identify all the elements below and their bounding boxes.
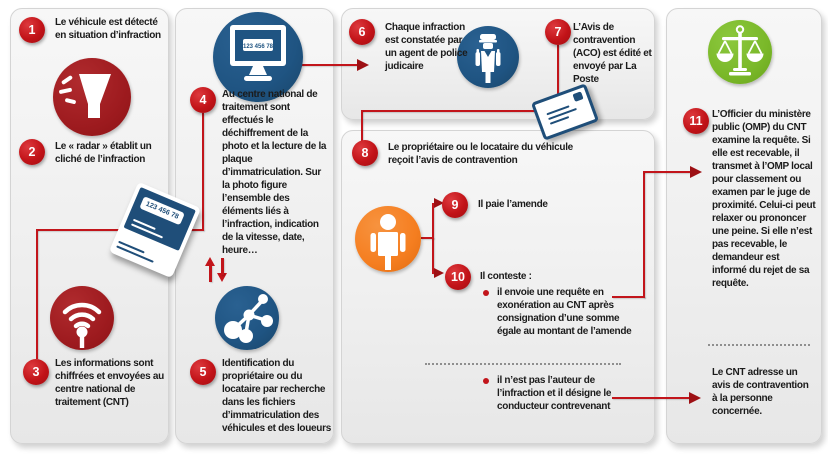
step-number-2: 2	[19, 139, 45, 165]
connector-requete-vertical	[643, 171, 645, 298]
bullet-dot-icon	[483, 290, 489, 296]
step-text-3: Les informations sont chiffrées et envoyées au centre national de traitement (CNT)	[55, 358, 164, 408]
arrow-up-shaft	[209, 265, 212, 282]
bracket-vertical	[432, 203, 434, 274]
separator-dotted-panel5	[708, 344, 810, 346]
monitor-plate-text: 123 456 78	[242, 44, 274, 50]
step-text-10: Il conteste :	[480, 271, 532, 282]
connector-down-step8	[361, 110, 363, 141]
justice-scales-icon	[708, 20, 772, 84]
connector-down-step3	[36, 229, 38, 359]
arrowhead-step10	[434, 268, 444, 278]
arrow-down-shaft	[221, 258, 224, 275]
step-number-7: 7	[545, 19, 571, 45]
arrowhead-step6	[357, 59, 369, 71]
bullet-requete-text: il envoie une requête en exonération au CNT après consignation d’une somme égale au montant de l’amende	[497, 287, 632, 337]
cnt-notice-text: Le CNT adresse un avis de contravention à la personne concernée.	[712, 367, 809, 417]
bullet-dot-icon	[483, 378, 489, 384]
step-number-3: 3	[23, 359, 49, 385]
arrowhead-cnt-notice	[689, 392, 701, 404]
step-text-6: Chaque infraction est constatée par un agent de police judicaire	[385, 22, 468, 72]
step-text-2: Le « radar » établit un cliché de l’infraction	[55, 141, 152, 165]
step-number-4: 4	[190, 87, 216, 113]
step-text-4: Au centre national de traitement sont effectués le déchiffrement de la photo et la lecture de la plaque d’immatriculation. Sur la photo figure l’ensemble des éléments liés à l’infraction, indication de la vitesse, date, heure…	[222, 89, 327, 256]
arrowhead-step11	[690, 166, 702, 178]
step-text-7: L’Avis de contravention (ACO) est édité et envoyé par La Poste	[573, 22, 652, 85]
step-number-10: 10	[445, 264, 471, 290]
license-plate: 123 456 78	[139, 196, 185, 225]
connector-step4-down	[202, 113, 204, 230]
step-text-9: Il paie l’amende	[478, 199, 548, 210]
bullet-designation	[483, 374, 633, 413]
bullet-designation-text: il n’est pas l’auteur de l’infraction et il désigne le conducteur contrevenant	[497, 375, 612, 412]
person-icon	[355, 206, 421, 272]
step-number-6: 6	[349, 19, 375, 45]
radar-flash-icon	[53, 58, 131, 136]
wifi-transmit-icon	[50, 286, 114, 350]
step-number-8: 8	[352, 140, 378, 166]
stamp	[572, 91, 583, 102]
step-text-11: L’Officier du ministère public (OMP) du CNT examine la requête. Si elle est recevable, il transmet à l’OMP local pour classement ou examen par le juge de proximité. Celui-ci peut relaxer ou prononcer une peine. Si elle n’est pas recevable, le demandeur est informé du rejet de sa requête.	[712, 109, 816, 289]
step-number-11: 11	[683, 108, 709, 134]
step-number-5: 5	[190, 359, 216, 385]
bullet-requete	[483, 286, 633, 338]
step-text-8: Le propriétaire ou le locataire du véhicule reçoit l’avis de contravention	[388, 142, 573, 166]
connector-requete-h2	[643, 171, 691, 173]
connector-envelope-horizontal	[361, 110, 559, 112]
step-number-9: 9	[442, 192, 468, 218]
network-nodes-icon	[215, 286, 279, 350]
separator-dotted-panel4	[425, 363, 621, 365]
step-number-1: 1	[19, 17, 45, 43]
step-text-1: Le véhicule est détecté en situation d’infraction	[55, 17, 161, 41]
step-text-5: Identification du propriétaire ou du locataire par recherche dans les fichiers d’immatriculation des véhicules et des loueurs	[222, 358, 331, 434]
